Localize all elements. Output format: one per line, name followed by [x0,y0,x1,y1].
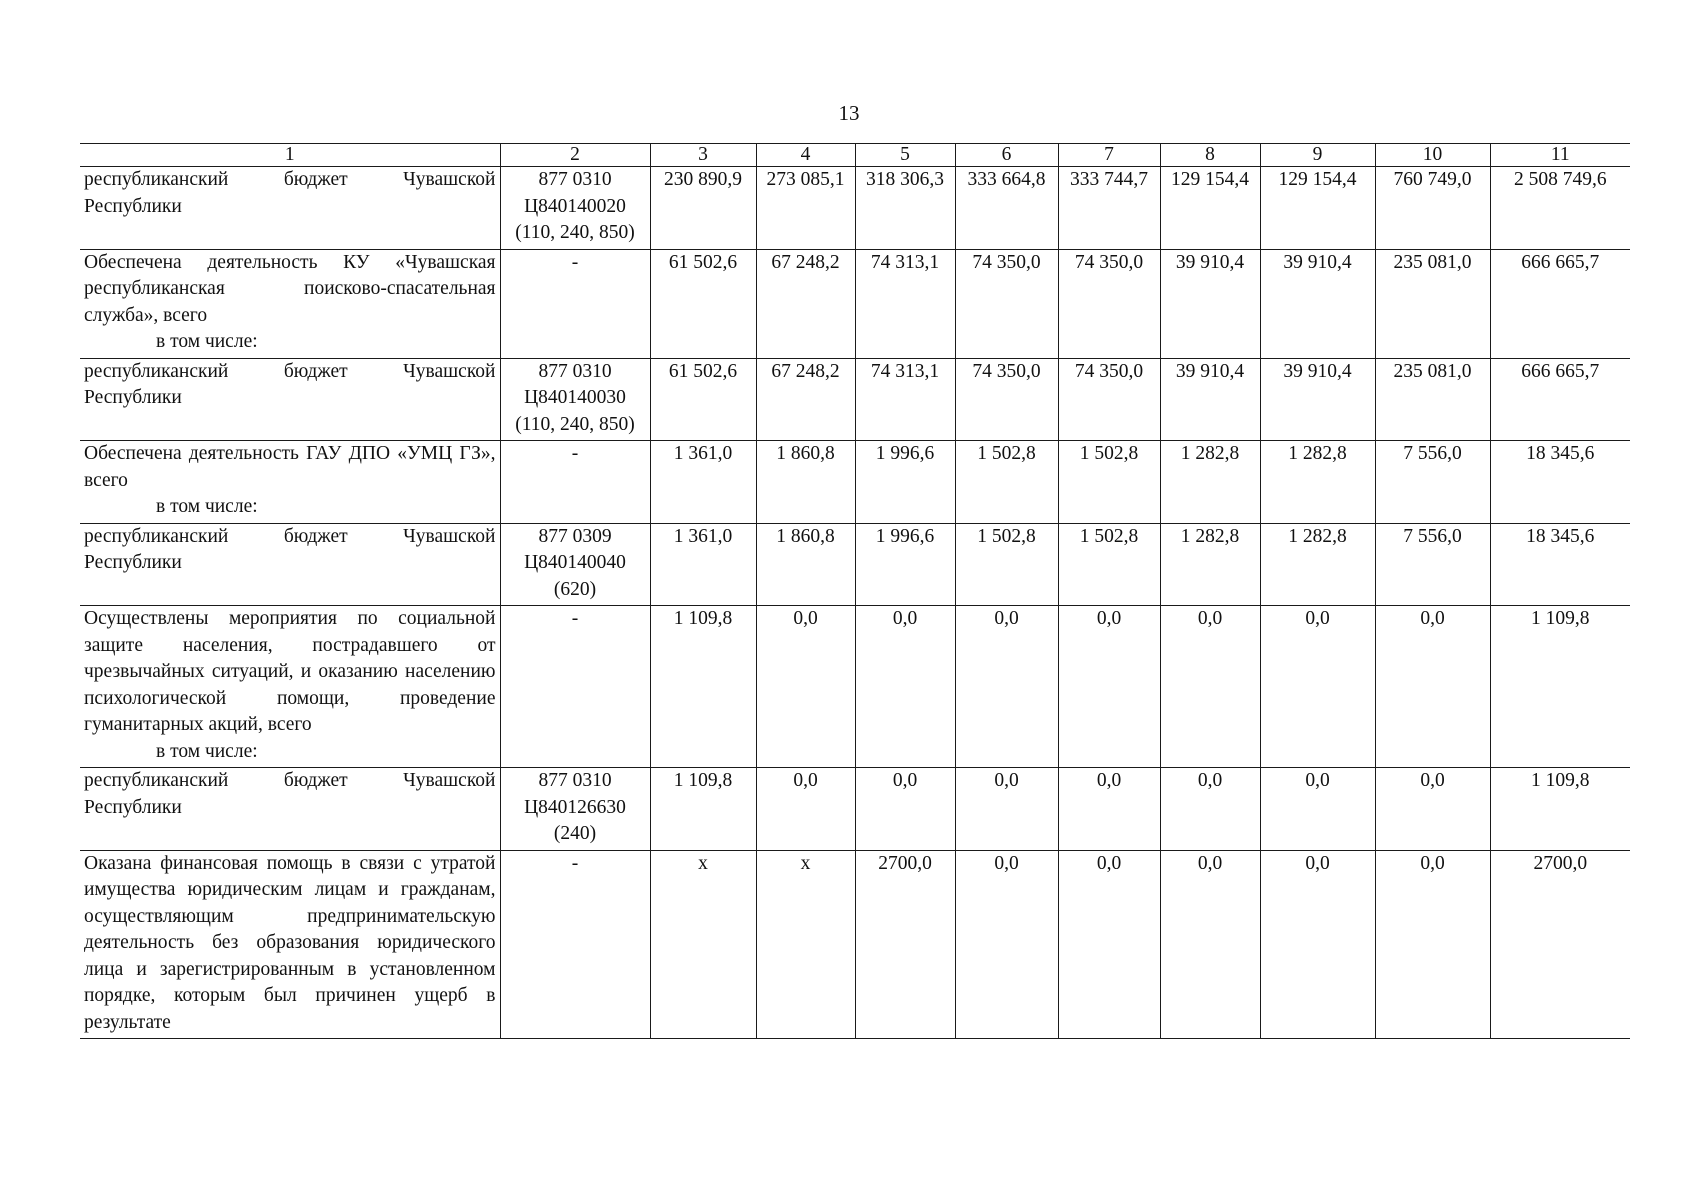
value-cell: 235 081,0 [1375,249,1490,358]
column-number: 11 [1490,144,1630,167]
value-cell: 1 361,0 [650,441,756,524]
table-row [80,606,1630,768]
value-cell: 1 109,8 [1490,768,1630,851]
row-subtitle: в том числе: [156,740,258,762]
value-cell: 129 154,4 [1260,167,1375,250]
column-number: 1 [80,144,500,167]
value-cell: 318 306,3 [855,167,955,250]
value-cell: 67 248,2 [756,249,855,358]
row-name: республиканский бюджет Чувашской Республики [84,525,496,573]
column-number: 10 [1375,144,1490,167]
value-cell: 0,0 [955,606,1058,768]
value-cell: 1 282,8 [1260,441,1375,524]
value-cell: 235 081,0 [1375,358,1490,441]
row-name: Осуществлены мероприятия по социальной защите населения, пострадавшего от чрезвычайных ситуаций, и оказанию населению психологической помощи, проведение гуманитарных акций, всего [84,608,496,735]
value-cell: 0,0 [1160,606,1260,768]
value-cell: 1 860,8 [756,523,855,606]
value-cell: 333 744,7 [1058,167,1160,250]
value-cell: 1 282,8 [1160,523,1260,606]
value-cell: 39 910,4 [1160,358,1260,441]
budget-code-cell: 877 0309 Ц840140040 (620) [500,523,650,606]
value-cell: 1 996,6 [855,523,955,606]
budget-code-cell: 877 0310 Ц840126630 (240) [500,768,650,851]
value-cell: 74 350,0 [1058,358,1160,441]
budget-code-cell: - [500,441,650,524]
value-cell: 74 350,0 [1058,249,1160,358]
value-cell: x [756,850,855,1039]
row-subtitle: в том числе: [156,331,258,352]
value-cell: 1 860,8 [756,441,855,524]
row-name: Оказана финансовая помощь в связи с утратой имущества юридическим лицам и гражданам, осуществляющим предпринимательскую деятельность без образования юридического лица и зарегистрированным в установленном порядке, которым был причинен ущерб в результате [84,852,496,1033]
value-cell: 61 502,6 [650,249,756,358]
value-cell: 7 556,0 [1375,441,1490,524]
value-cell: 7 556,0 [1375,523,1490,606]
value-cell: 0,0 [1058,606,1160,768]
value-cell: 74 313,1 [855,249,955,358]
row-name-cell [80,441,500,524]
value-cell: 74 350,0 [955,249,1058,358]
budget-table [80,143,1630,1039]
table-body [80,144,1630,1039]
row-name-cell [80,768,500,851]
value-cell: 39 910,4 [1260,358,1375,441]
value-cell: 61 502,6 [650,358,756,441]
table-row [80,441,1630,524]
value-cell: 67 248,2 [756,358,855,441]
value-cell: x [650,850,756,1039]
column-number: 6 [955,144,1058,167]
value-cell: 39 910,4 [1260,249,1375,358]
value-cell: 666 665,7 [1490,249,1630,358]
value-cell: 1 282,8 [1160,441,1260,524]
budget-code-cell: - [500,249,650,358]
table-row [80,167,1630,250]
table-row [80,850,1630,1039]
column-number: 2 [500,144,650,167]
row-name: республиканский бюджет Чувашской Республики [84,360,496,408]
value-cell: 1 502,8 [955,523,1058,606]
column-number: 3 [650,144,756,167]
value-cell: 74 350,0 [955,358,1058,441]
value-cell: 2700,0 [855,850,955,1039]
value-cell: 0,0 [955,768,1058,851]
budget-code-cell: - [500,606,650,768]
value-cell: 0,0 [1160,850,1260,1039]
column-number: 7 [1058,144,1160,167]
value-cell: 0,0 [1260,768,1375,851]
column-number: 4 [756,144,855,167]
value-cell: 0,0 [1160,768,1260,851]
value-cell: 230 890,9 [650,167,756,250]
value-cell: 666 665,7 [1490,358,1630,441]
table-row [80,249,1630,358]
column-number: 9 [1260,144,1375,167]
column-number-row [80,144,1630,167]
value-cell: 0,0 [756,606,855,768]
budget-code-cell: 877 0310 Ц840140020 (110, 240, 850) [500,167,650,250]
value-cell: 760 749,0 [1375,167,1490,250]
value-cell: 18 345,6 [1490,523,1630,606]
row-subtitle: в том числе: [156,496,258,517]
row-name-cell [80,523,500,606]
row-name-cell [80,606,500,768]
table-row [80,523,1630,606]
table-row [80,768,1630,851]
row-name: Обеспечена деятельность ГАУ ДПО «УМЦ ГЗ», всего [84,443,496,491]
value-cell: 129 154,4 [1160,167,1260,250]
row-name: республиканский бюджет Чувашской Республики [84,770,496,818]
value-cell: 1 109,8 [650,606,756,768]
value-cell: 1 502,8 [1058,523,1160,606]
value-cell: 1 996,6 [855,441,955,524]
value-cell: 74 313,1 [855,358,955,441]
column-number: 8 [1160,144,1260,167]
value-cell: 1 109,8 [1490,606,1630,768]
row-name-cell [80,249,500,358]
row-name-cell [80,850,500,1039]
value-cell: 1 502,8 [955,441,1058,524]
value-cell: 1 502,8 [1058,441,1160,524]
value-cell: 0,0 [855,768,955,851]
row-name-cell [80,167,500,250]
table-row [80,358,1630,441]
row-name-cell [80,358,500,441]
value-cell: 39 910,4 [1160,249,1260,358]
row-name: республиканский бюджет Чувашской Республики [84,169,496,217]
value-cell: 1 109,8 [650,768,756,851]
value-cell: 0,0 [1260,606,1375,768]
value-cell: 0,0 [1058,850,1160,1039]
value-cell: 0,0 [1375,768,1490,851]
value-cell: 0,0 [1375,850,1490,1039]
value-cell: 0,0 [955,850,1058,1039]
value-cell: 273 085,1 [756,167,855,250]
value-cell: 2 508 749,6 [1490,167,1630,250]
value-cell: 18 345,6 [1490,441,1630,524]
value-cell: 0,0 [1260,850,1375,1039]
budget-code-cell: 877 0310 Ц840140030 (110, 240, 850) [500,358,650,441]
value-cell: 2700,0 [1490,850,1630,1039]
value-cell: 1 282,8 [1260,523,1375,606]
budget-code-cell: - [500,850,650,1039]
value-cell: 333 664,8 [955,167,1058,250]
value-cell: 1 361,0 [650,523,756,606]
value-cell: 0,0 [1375,606,1490,768]
value-cell: 0,0 [756,768,855,851]
value-cell: 0,0 [1058,768,1160,851]
value-cell: 0,0 [855,606,955,768]
row-name: Обеспечена деятельность КУ «Чувашская республиканская поисково-спасательная служба», всего [84,251,496,326]
budget-table-container [80,143,1630,1039]
page-number: 13 [838,101,860,125]
column-number: 5 [855,144,955,167]
